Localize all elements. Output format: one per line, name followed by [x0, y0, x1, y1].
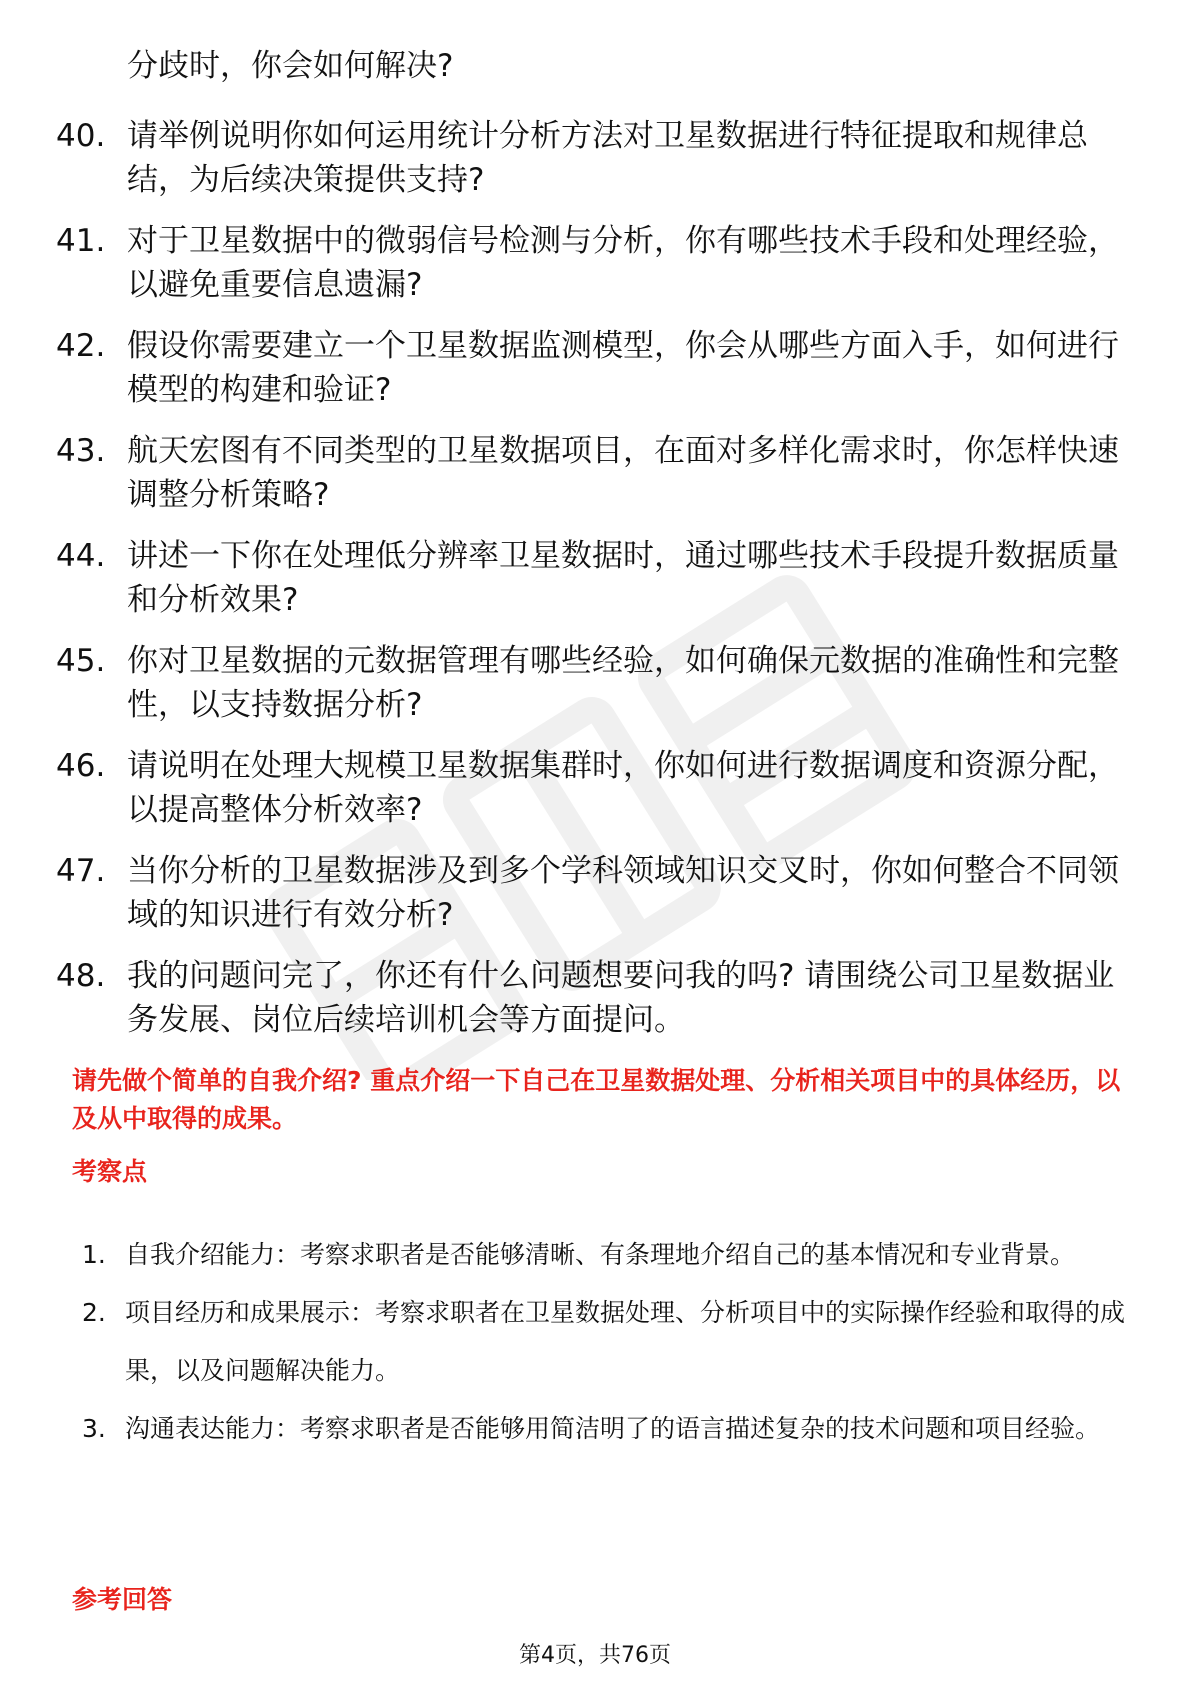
- question-number: 46.: [56, 748, 106, 784]
- question-number: 43.: [56, 433, 106, 469]
- question-text: 对于卫星数据中的微弱信号检测与分析，你有哪些技术手段和处理经验，以避免重要信息遗漏?: [127, 223, 1119, 303]
- question-item: [56, 114, 1136, 202]
- assessment-point: [82, 1226, 1132, 1284]
- question-number: 48.: [56, 958, 106, 994]
- question-number: 47.: [56, 853, 106, 889]
- question-item: [56, 639, 1136, 727]
- assessment-point: [82, 1284, 1132, 1400]
- point-text: 自我介绍能力：考察求职者是否能够清晰、有条理地介绍自己的基本情况和专业背景。: [125, 1240, 1076, 1269]
- question-text: 请举例说明你如何运用统计分析方法对卫星数据进行特征提取和规律总结，为后续决策提供支持?: [127, 118, 1088, 198]
- question-text: 讲述一下你在处理低分辨率卫星数据时，通过哪些技术手段提升数据质量和分析效果?: [127, 538, 1119, 618]
- question-item: [56, 954, 1136, 1042]
- point-number: 2.: [82, 1298, 106, 1327]
- question-item: [56, 429, 1136, 517]
- point-text: 沟通表达能力：考察求职者是否能够用简洁明了的语言描述复杂的技术问题和项目经验。: [125, 1414, 1101, 1443]
- point-number: 1.: [82, 1240, 106, 1269]
- question-text: 请说明在处理大规模卫星数据集群时，你如何进行数据调度和资源分配，以提高整体分析效率?: [127, 748, 1119, 828]
- question-text: 你对卫星数据的元数据管理有哪些经验，如何确保元数据的准确性和完整性，以支持数据分析?: [127, 643, 1119, 723]
- assessment-point: [82, 1400, 1132, 1458]
- question-item: [56, 849, 1136, 937]
- question-text: 航天宏图有不同类型的卫星数据项目，在面对多样化需求时，你怎样快速调整分析策略?: [127, 433, 1119, 513]
- question-continuation: 分歧时，你会如何解决?: [127, 48, 454, 84]
- question-item: [56, 534, 1136, 622]
- question-number: 41.: [56, 223, 106, 259]
- section-heading-cankao: 参考回答: [72, 1585, 173, 1614]
- question-item: [56, 219, 1136, 307]
- question-text: 当你分析的卫星数据涉及到多个学科领域知识交叉时，你如何整合不同领域的知识进行有效分析?: [127, 853, 1119, 933]
- point-text: 项目经历和成果展示：考察求职者在卫星数据处理、分析项目中的实际操作经验和取得的成果，以及问题解决能力。: [125, 1298, 1126, 1385]
- question-number: 40.: [56, 118, 106, 154]
- section-heading-kaochadian: 考察点: [72, 1157, 148, 1186]
- question-number: 44.: [56, 538, 106, 574]
- question-item: [56, 324, 1136, 412]
- question-text: 假设你需要建立一个卫星数据监测模型，你会从哪些方面入手，如何进行模型的构建和验证?: [127, 328, 1119, 408]
- page-footer: 第4页，共76页: [519, 1643, 671, 1668]
- point-number: 3.: [82, 1414, 106, 1443]
- question-number: 45.: [56, 643, 106, 679]
- question-number: 42.: [56, 328, 106, 364]
- question-list: [56, 114, 1136, 1059]
- question-text: 我的问题问完了，你还有什么问题想要问我的吗? 请围绕公司卫星数据业务发展、岗位后续培训机会等方面提问。: [127, 958, 1115, 1038]
- highlighted-question: 请先做个简单的自我介绍? 重点介绍一下自己在卫星数据处理、分析相关项目中的具体经历，以及从中取得的成果。: [72, 1066, 1121, 1133]
- assessment-point-list: [82, 1226, 1132, 1458]
- question-item: [56, 744, 1136, 832]
